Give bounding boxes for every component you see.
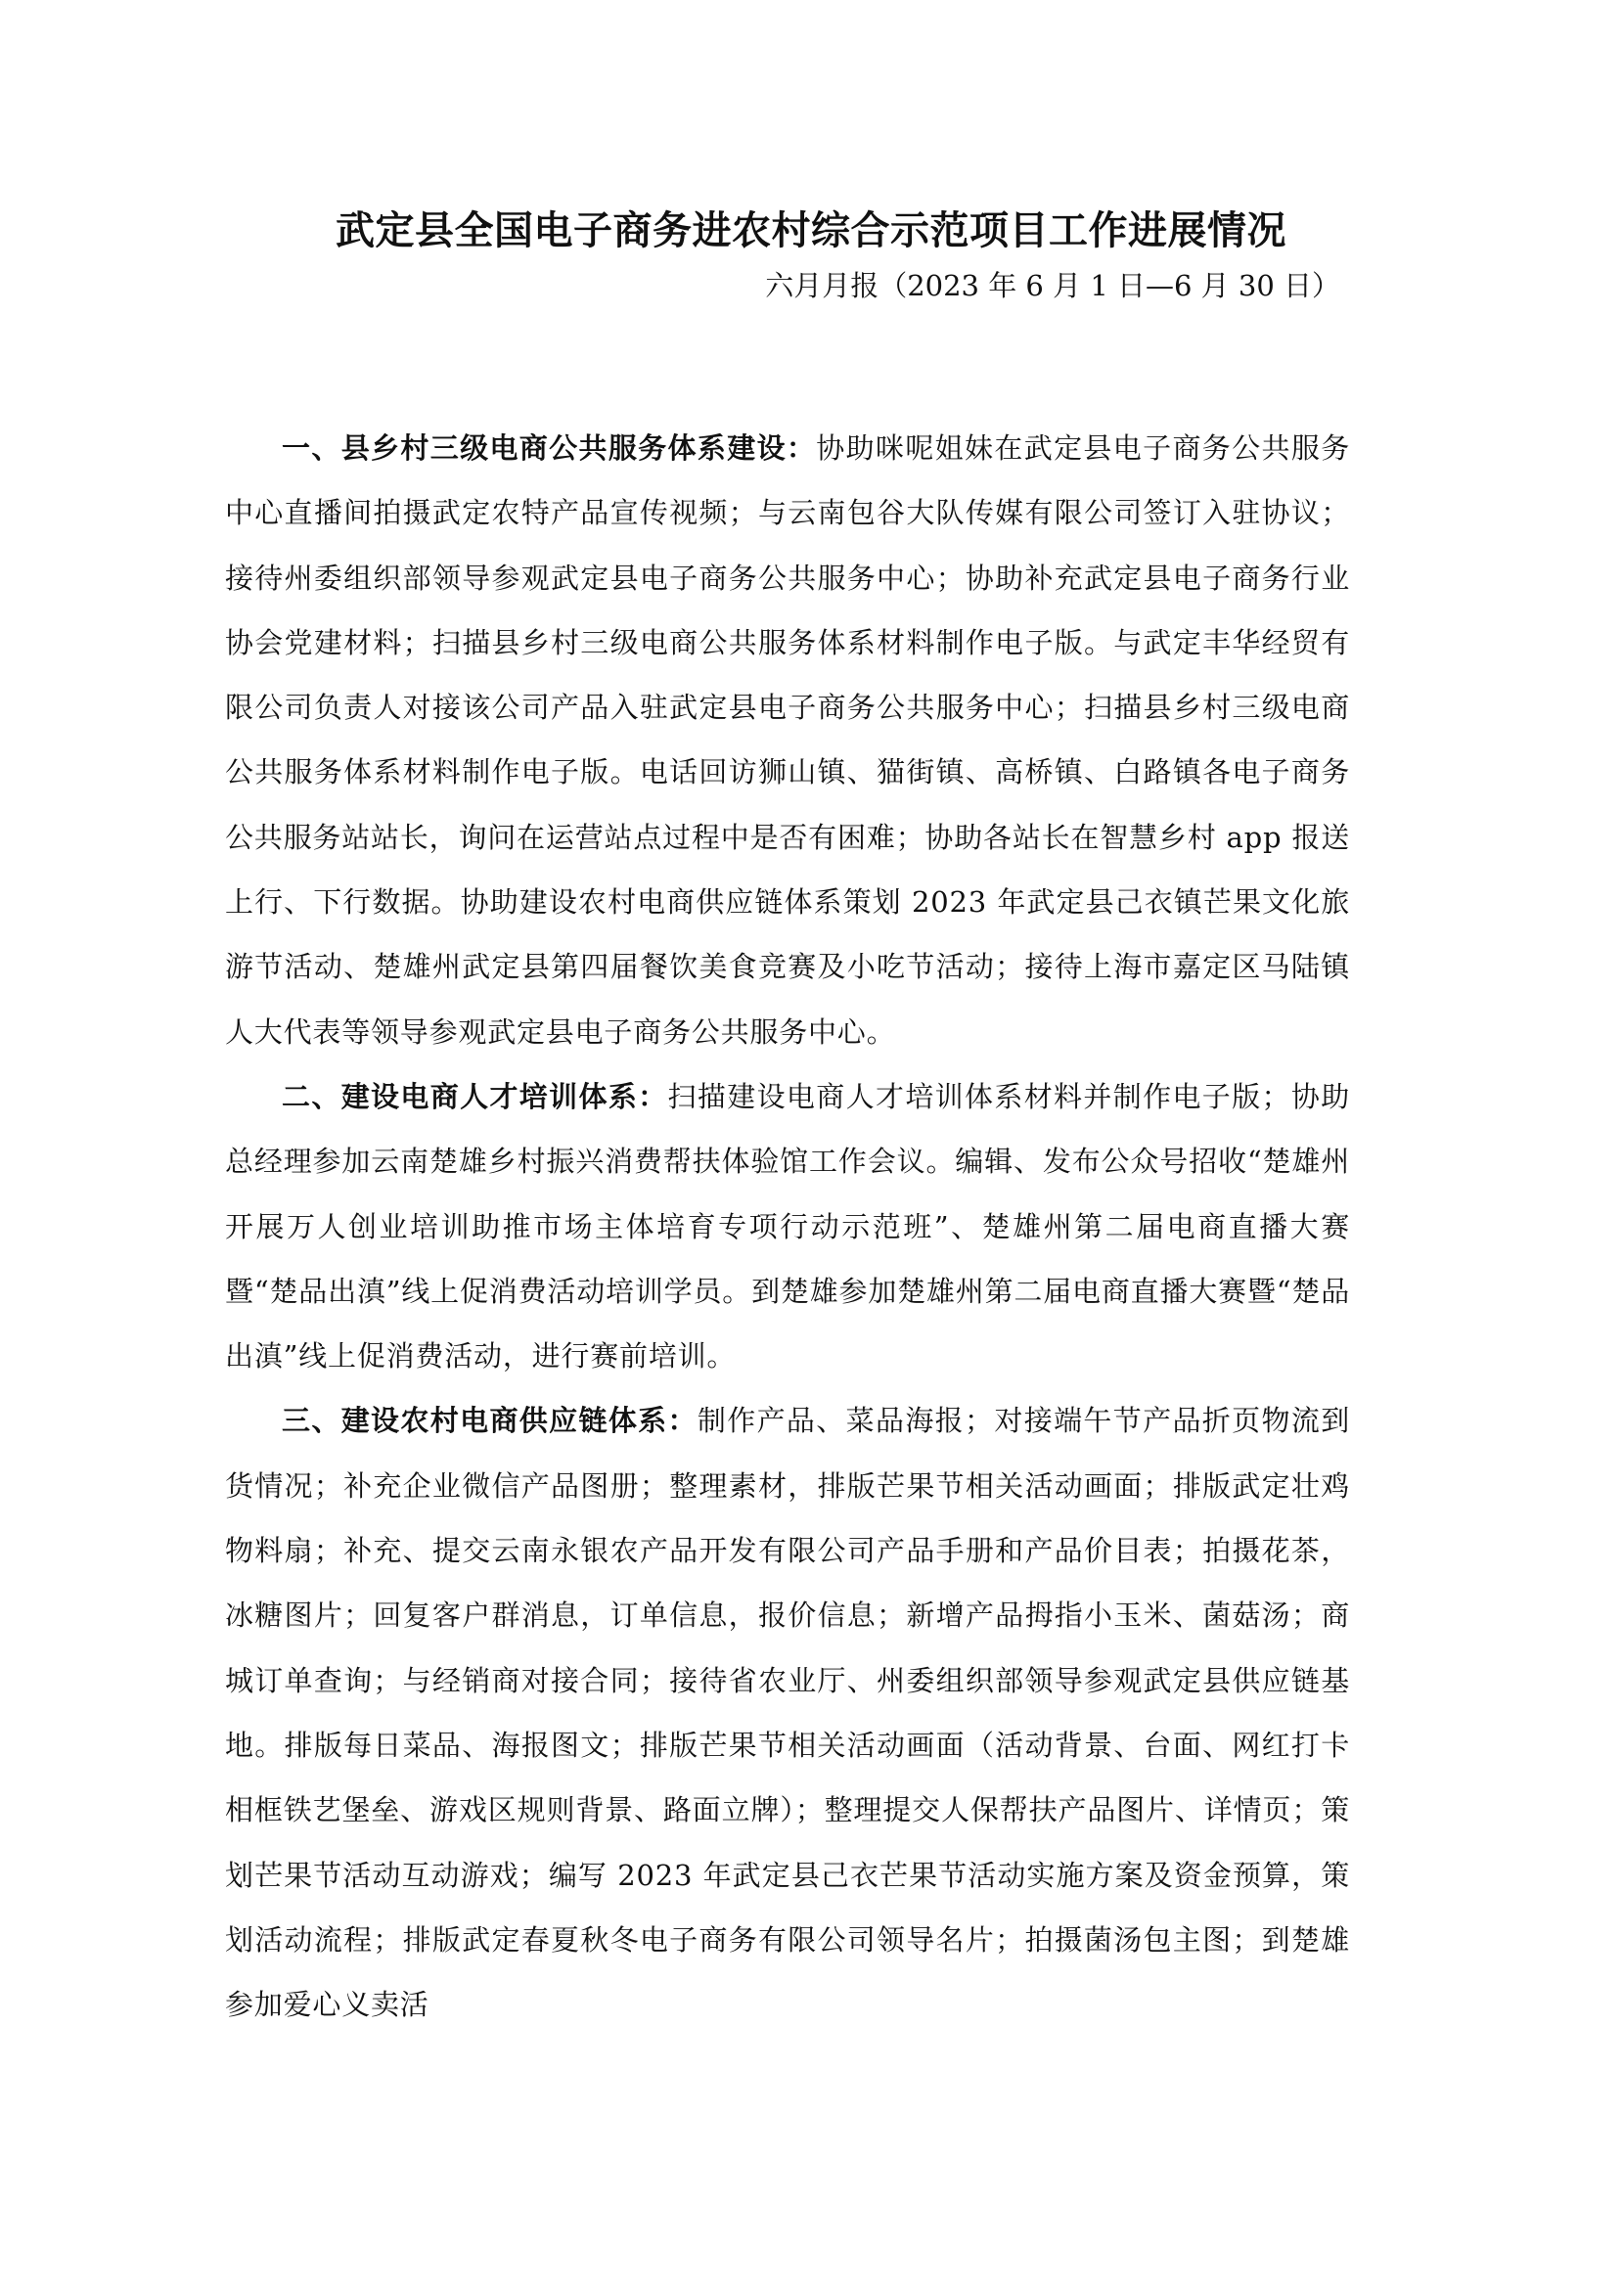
document-title: 武定县全国电子商务进农村综合示范项目工作进展情况 <box>336 208 1286 253</box>
document-body <box>225 416 1350 2037</box>
section-paragraph-3 <box>225 1388 1350 2037</box>
section-paragraph-2 <box>225 1064 1350 1388</box>
section-heading-1: 一、县乡村三级电商公共服务体系建设： <box>282 431 817 465</box>
section-text-3: 制作产品、菜品海报；对接端午节产品折页物流到货情况；补充企业微信产品图册；整理素材，排版芒果节相关活动画面；排版武定壮鸡物料扇；补充、提交云南永银农产品开发有限公司产品手册和产品价目表；拍摄花茶，冰糖图片；回复客户群消息，订单信息，报价信息；新增产品拇指小玉米、菌菇汤；商城订单查询；与经销商对接合同；接待省农业厅、州委组织部领导参观武定县供应链基地。排版每日菜品、海报图文；排版芒果节相关活动画面（活动背景、台面、网红打卡相框铁艺堡垒、游戏区规则背景、路面立牌）；整理提交人保帮扶产品图片、详情页；策划芒果节活动互动游戏；编写 2023 年武定县己衣芒果节活动实施方案及资金预算，策划活动流程；排版武定春夏秋冬电子商务有限公司领导名片；拍摄菌汤包主图；到楚雄参加爱心义卖活 <box>225 1404 1351 2022</box>
section-text-1: 协助咪呢姐妹在武定县电子商务公共服务中心直播间拍摄武定农特产品宣传视频；与云南包谷大队传媒有限公司签订入驻协议；接待州委组织部领导参观武定县电子商务公共服务中心；协助补充武定县电子商务行业协会党建材料；扫描县乡村三级电商公共服务体系材料制作电子版。与武定丰华经贸有限公司负责人对接该公司产品入驻武定县电子商务公共服务中心；扫描县乡村三级电商公共服务体系材料制作电子版。电话回访狮山镇、猫街镇、高桥镇、白路镇各电子商务公共服务站站长，询问在运营站点过程中是否有困难；协助各站长在智慧乡村 app 报送上行、下行数据。协助建设农村电商供应链体系策划 2023 年武定县己衣镇芒果文化旅游节活动、楚雄州武定县第四届餐饮美食竞赛及小吃节活动；接待上海市嘉定区马陆镇人大代表等领导参观武定县电子商务公共服务中心。 <box>225 431 1351 1049</box>
report-period-subtitle: 六月月报（2023 年 6 月 1 日—6 月 30 日） <box>765 269 1340 302</box>
section-text-2: 扫描建设电商人才培训体系材料并制作电子版；协助总经理参加云南楚雄乡村振兴消费帮扶体验馆工作会议。编辑、发布公众号招收“楚雄州开展万人创业培训助推市场主体培育专项行动示范班”、楚雄州第二届电商直播大赛暨“楚品出滇”线上促消费活动培训学员。到楚雄参加楚雄州第二届电商直播大赛暨“楚品出滇”线上促消费活动，进行赛前培训。 <box>225 1079 1350 1373</box>
section-paragraph-1 <box>225 416 1350 1064</box>
section-heading-2: 二、建设电商人才培训体系： <box>282 1079 668 1113</box>
section-heading-3: 三、建设农村电商供应链体系： <box>282 1404 698 1438</box>
